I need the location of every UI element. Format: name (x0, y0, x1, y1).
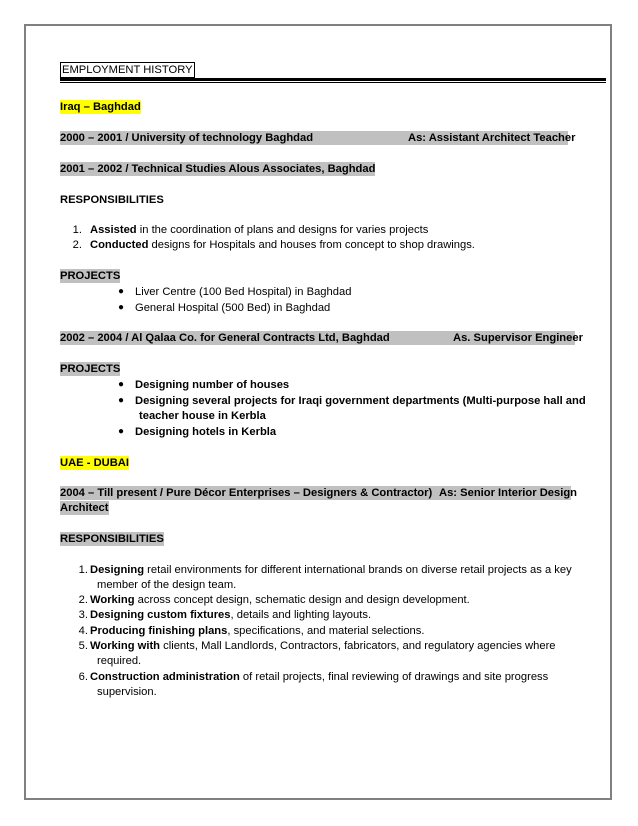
bullet-icon: ● (118, 395, 125, 406)
job-1-row (60, 131, 576, 145)
uae-job-role-cont: Architect (60, 502, 109, 514)
projects-title-1: PROJECTS (60, 270, 121, 282)
responsibilities-title-iraq: RESPONSIBILITIES (60, 194, 164, 206)
responsibilities-title-uae: RESPONSIBILITIES (60, 533, 164, 545)
project-2-3: Designing hotels in Kerbla (135, 426, 277, 438)
job-2-line: 2001 – 2002 / Technical Studies Alous Associates, Baghdad (60, 163, 376, 175)
resp-uae-6: Construction administration of retail projects, final reviewing of drawings and site progress (90, 671, 549, 683)
resp-uae-4: Producing finishing plans, specifications, and material selections. (90, 625, 425, 637)
resp-iraq-1-num: 1. (72, 224, 82, 236)
bullet-icon: ● (118, 302, 125, 313)
bullet-icon: ● (118, 379, 125, 390)
resp-uae-3: Designing custom fixtures, details and lighting layouts. (90, 609, 372, 621)
resp-uae-4-num: 4. (78, 625, 88, 637)
uae-job-role: As: Senior Interior Design (439, 487, 578, 499)
project-2-1: Designing number of houses (135, 379, 290, 391)
resp-uae-5-cont: required. (97, 655, 142, 667)
resp-uae-2-num: 2. (78, 594, 88, 606)
resp-uae-1-cont: member of the design team. (97, 579, 237, 591)
job-3-line: 2002 – 2004 / Al Qalaa Co. for General Contracts Ltd, Baghdad (60, 332, 390, 344)
project-2-2: Designing several projects for Iraqi government departments (Multi-purpose hall and (135, 395, 586, 407)
job-3-role: As. Supervisor Engineer (453, 332, 583, 344)
resp-iraq-2: Conducted designs for Hospitals and houses from concept to shop drawings. (90, 239, 475, 251)
bullet-icon: ● (118, 286, 125, 297)
uae-job-row (60, 486, 578, 500)
project-1-2: General Hospital (500 Bed) in Baghdad (135, 302, 331, 314)
resp-uae-5-num: 5. (78, 640, 88, 652)
project-1-1: Liver Centre (100 Bed Hospital) in Baghdad (135, 286, 352, 298)
job-1-role: As: Assistant Architect Teacher (408, 132, 576, 144)
job-1-line: 2000 – 2001 / University of technology Baghdad (60, 132, 314, 144)
resp-uae-6-num: 6. (78, 671, 88, 683)
resp-iraq-2-num: 2. (72, 239, 82, 251)
resp-uae-1: Designing retail environments for different international brands on diverse retail projects as a key (90, 564, 572, 576)
resp-uae-6-cont: supervision. (97, 686, 157, 698)
project-2-2-cont: teacher house in Kerbla (139, 410, 266, 422)
location-iraq: Iraq – Baghdad (60, 101, 141, 113)
resp-uae-2: Working across concept design, schematic design and design development. (90, 594, 470, 606)
section-rule-thick (60, 78, 606, 81)
section-title: EMPLOYMENT HISTORY (62, 64, 193, 76)
projects-title-2: PROJECTS (60, 363, 121, 375)
resp-uae-5: Working with clients, Mall Landlords, Contractors, fabricators, and regulatory agencies where (90, 640, 556, 652)
resp-uae-3-num: 3. (78, 609, 88, 621)
job-3-row (60, 331, 583, 345)
section-rule-thin (60, 82, 606, 83)
resp-uae-1-num: 1. (78, 564, 88, 576)
bullet-icon: ● (118, 426, 125, 437)
uae-job-line: 2004 – Till present / Pure Décor Enterprises – Designers & Contractor) (60, 487, 433, 499)
resp-iraq-1: Assisted in the coordination of plans and designs for varies projects (90, 224, 429, 236)
location-uae: UAE - DUBAI (60, 457, 129, 469)
